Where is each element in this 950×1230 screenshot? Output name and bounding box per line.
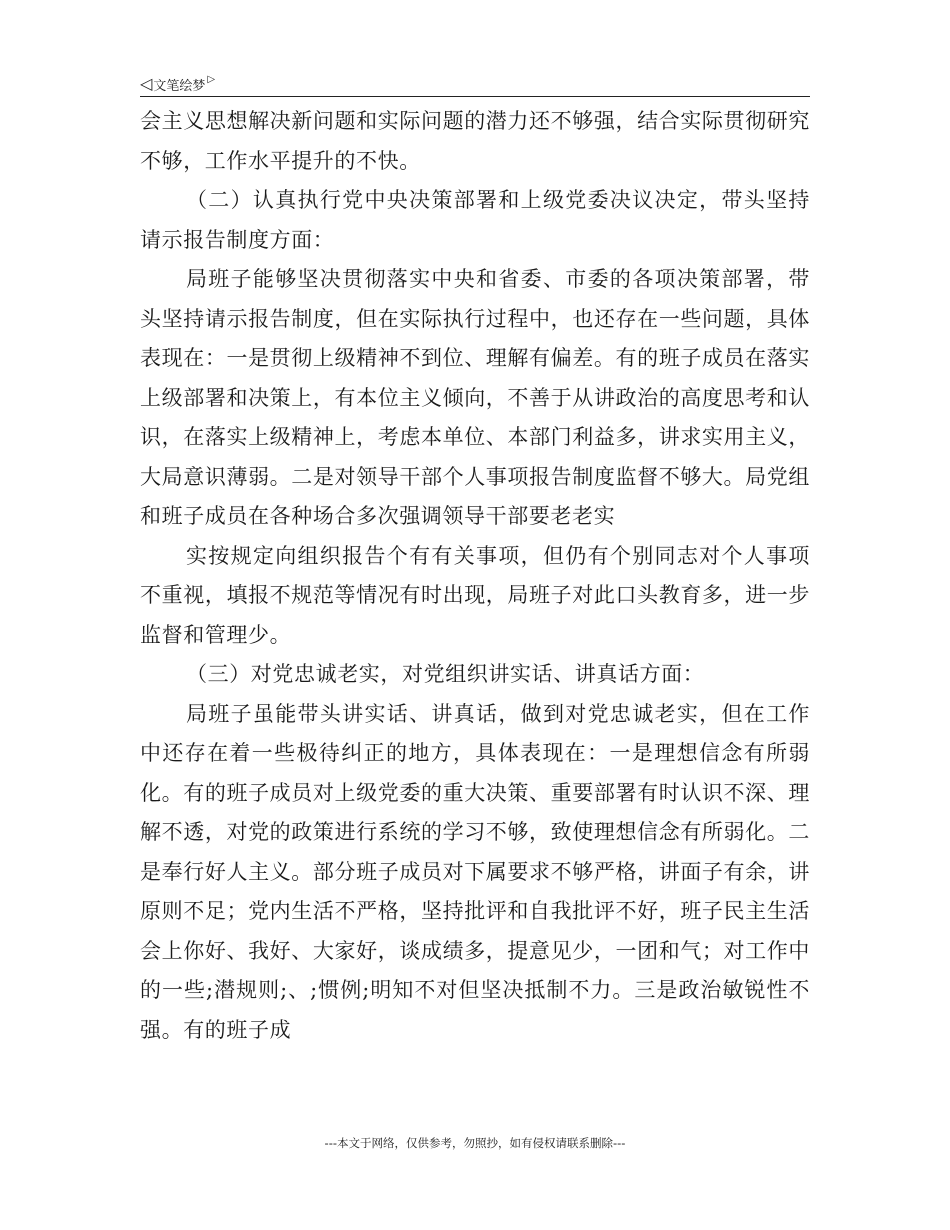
section-heading: （二）认真执行党中央决策部署和上级党委决议决定，带头坚持请示报告制度方面： (140, 188, 810, 252)
paragraph: 局班子虽能带头讲实话、讲真话，做到对党忠诚老实，但在工作中还存在着一些极待纠正的地方，具体表现在：一是理想信念有所弱化。有的班子成员对上级党委的重大决策、重要部署有时认识不深、理解不透，对党的政策进行系统的学习不够，致使理想信念有所弱化。二是奉行好人主义。部分班子成员对下属要求不够严格，讲面子有余，讲原则不足；党内生活不严格，坚持批评和自我批评不好，班子民主生活会上你好、我好、大家好，谈成绩多，提意见少，一团和气；对工作中的一些;潜规则;、;惯例;明知不对但坚决抵制不力。三是政治敏锐性不强。有的班子成 (140, 701, 810, 1042)
left-triangle-icon: ◁ (140, 74, 153, 93)
paragraph: 实按规定向组织报告个有有关事项，但仍有个别同志对个人事项不重视，填报不规范等情况有时出现，局班子对此口头教育多，进一步监督和管理少。 (140, 543, 810, 647)
brand-name: 文笔绘梦 (153, 78, 206, 94)
page-header (140, 74, 810, 97)
brand-mark (140, 74, 215, 94)
document-body (140, 102, 810, 1050)
right-triangle-icon: ▷ (207, 74, 216, 85)
paragraph: 会主义思想解决新问题和实际问题的潜力还不够强，结合实际贯彻研究不够，工作水平提升的不快。 (140, 109, 810, 173)
page-footer: ---本文于网络，仅供参考，勿照抄，如有侵权请联系删除--- (324, 1136, 626, 1150)
paragraph: 局班子能够坚决贯彻落实中央和省委、市委的各项决策部署，带头坚持请示报告制度，但在实际执行过程中，也还存在一些问题，具体表现在：一是贯彻上级精神不到位、理解有偏差。有的班子成员在落实上级部署和决策上，有本位主义倾向，不善于从讲政治的高度思考和认识，在落实上级精神上，考虑本单位、本部门利益多，讲求实用主义，大局意识薄弱。二是对领导干部个人事项报告制度监督不够大。局党组和班子成员在各种场合多次强调领导干部要老老实 (140, 267, 810, 528)
section-heading: （三）对党忠诚老实，对党组织讲实话、讲真话方面： (186, 662, 705, 686)
